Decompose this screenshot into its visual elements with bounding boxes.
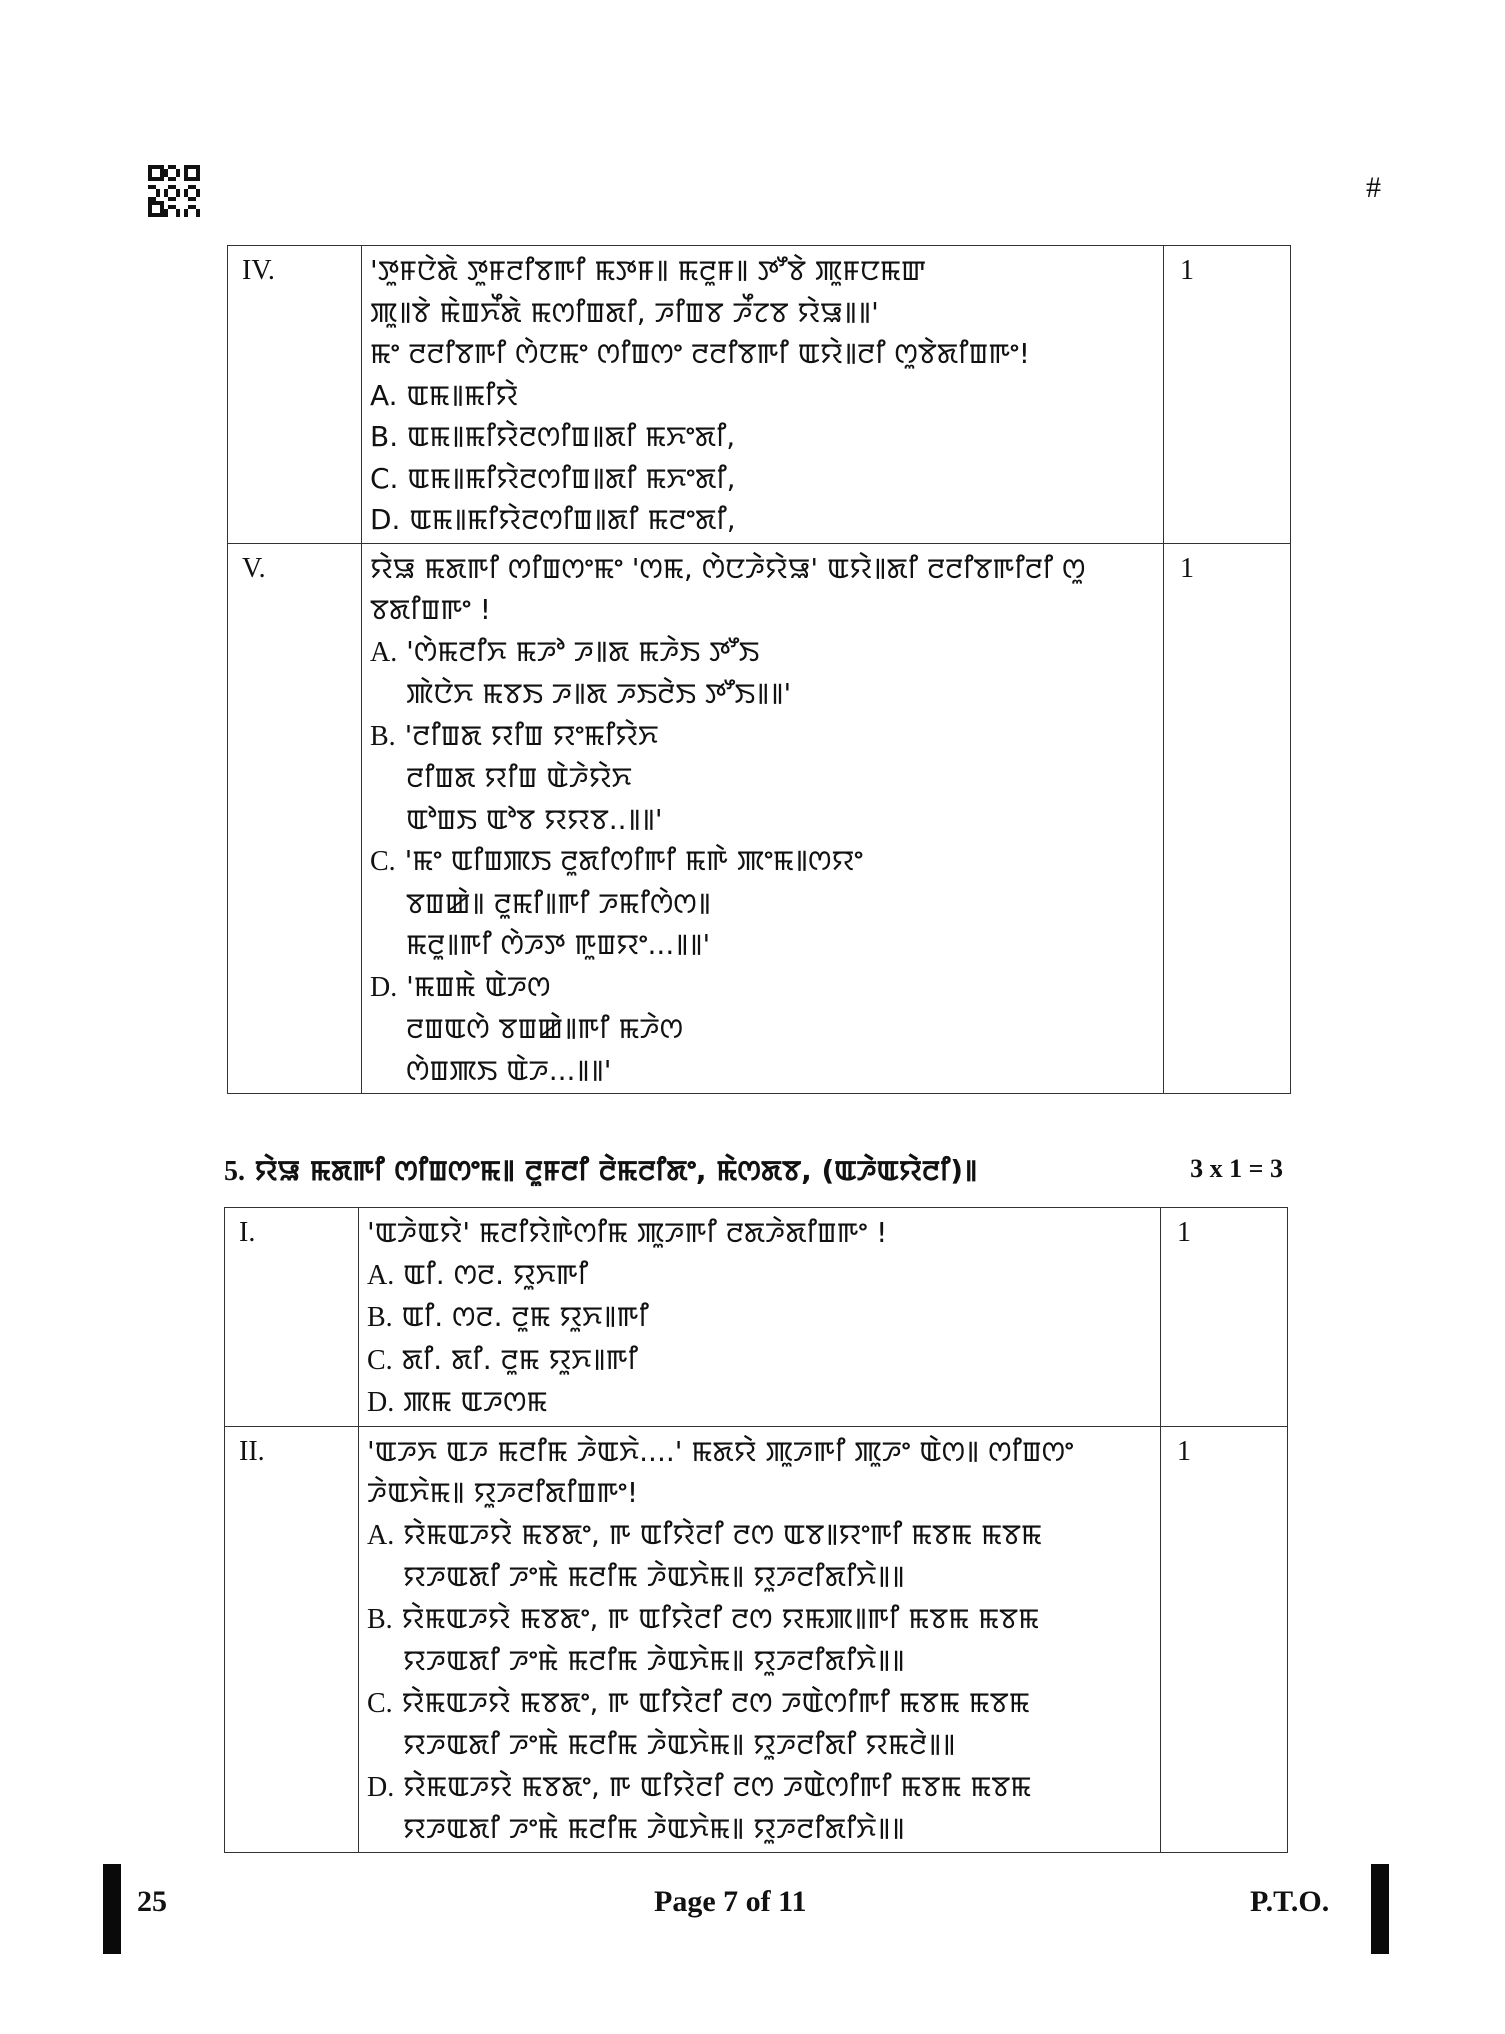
option-line [367,1766,1154,1809]
option-text: ꯑꯤ. ꯁꯂ. ꯂꯨꯃ ꯌꯨꯈ꯫ꯒꯤ [401,1300,649,1333]
option-line [367,1598,1154,1641]
question-body-cell [362,246,1164,544]
question-number-cell [225,1426,359,1852]
question-text-line: 'ꯇꯨꯝꯅꯥꯗꯥ ꯇꯨꯝꯂꯤꯕꯒꯤ ꯃꯇꯝ꯫ ꯃꯂꯨꯝ꯫ ꯇꯧꯕꯥ ꯄꯨꯝꯅꯃꯛ [370,254,926,287]
footer-left-bar [103,1864,121,1954]
footer-right-bar [1371,1864,1389,1954]
section-number: 5. [224,1155,245,1187]
option-label: B. [367,1603,393,1635]
footer-pto: P.T.O. [1250,1885,1330,1918]
option-text: ꯑꯣꯡꯏ ꯑꯣꯕ ꯌꯌꯕ..꯫꯫' [406,802,663,836]
marks-cell [1164,543,1291,1094]
option-text: 'ꯃꯦ ꯑꯤꯡꯄꯏ ꯂꯨꯗꯤꯁꯤꯒꯤ ꯃꯒꯥ ꯄꯦꯃ꯫ꯁꯌꯦ [404,844,863,877]
question-body-cell [359,1208,1161,1427]
option-label: D. [367,1387,395,1418]
footer-paper-code: 25 [137,1885,167,1918]
option-label: C. [367,1344,393,1376]
question-number: II. [239,1435,265,1467]
section-instruction-text: ꯌꯥꯎ ꯃꯗꯒꯤ ꯁꯤꯡꯁꯦꯃ꯫ ꯂꯨꯝꯂꯤ ꯂꯥꯃꯂꯤꯗꯦ, ꯃꯥꯁꯗꯕ, (ꯑꯍꯥꯑꯌꯥꯂꯤ)꯫ [254,1153,978,1187]
option-label: C. [367,1687,393,1719]
option-continuation-line [370,1008,1157,1050]
option-text: ꯂꯤꯡꯗ ꯌꯤꯡ ꯑꯥꯍꯥꯌꯥꯈ [406,761,632,794]
option-text: ꯄꯥꯅꯥꯈ ꯃꯕꯏ ꯍ꯫ꯗ ꯍꯏꯂꯥꯏ ꯇꯧꯏ꯫꯫' [406,677,792,710]
option-line [367,1381,1154,1424]
question-row [225,1208,1288,1427]
question-number-cell [228,543,362,1094]
option-text: ꯌꯍꯑꯗꯤ ꯍꯦꯃꯥ ꯃꯂꯤꯃ ꯍꯥꯑꯈꯥꯃ꯫ ꯌꯨꯍꯂꯤꯗꯤꯈꯥ꯫꯫ [403,1644,905,1677]
option-text: 'ꯃꯡꯃꯥ ꯑꯥꯍꯁ [406,969,551,1003]
option-line [370,840,1157,883]
question-row [228,543,1291,1094]
option-continuation-line [370,1050,1157,1092]
question-number: IV. [242,255,275,286]
option-text: ꯑꯤ. ꯁꯂ. ꯌꯨꯈꯒꯤ [403,1257,589,1291]
option-line [370,631,1157,674]
question-text-line: C. ꯑꯃ꯫ꯃꯤꯌꯥꯂꯁꯤꯡ꯫ꯗꯤ ꯃꯈꯦꯗꯤ, [370,461,736,495]
question-body [362,544,1163,1094]
option-text: ꯌꯍꯑꯗꯤ ꯍꯦꯃꯥ ꯃꯂꯤꯃ ꯍꯥꯑꯈꯥꯃ꯫ ꯌꯨꯍꯂꯤꯗꯤꯈꯥ꯫꯫ [403,1560,905,1593]
option-label: D. [367,1771,395,1803]
option-label: A. [370,636,398,668]
question-text-line: ꯌꯥꯎ ꯃꯗꯒꯤ ꯁꯤꯡꯁꯦꯃꯦ 'ꯁꯃ, ꯁꯥꯅꯍꯥꯌꯥꯎ' ꯑꯌꯥ꯫ꯗꯤ ꯂꯂꯤꯕꯒꯤꯂꯤ ꯁꯨ [370,551,1086,585]
footer-page-number: Page 7 of 11 [654,1885,807,1918]
question-text-line: D. ꯑꯃ꯫ꯃꯤꯌꯥꯂꯁꯤꯡ꯫ꯗꯤ ꯃꯂꯦꯗꯤ, [370,503,736,536]
question-marks: 1 [1180,552,1194,584]
option-label: C. [370,846,396,877]
question-number: V. [242,552,266,584]
option-line [367,1682,1154,1725]
question-text-line: ꯄꯨ꯫ꯕꯥ ꯃꯥꯡꯈꯩꯗꯥ ꯃꯁꯤꯡꯗꯤ, ꯍꯤꯡꯕ ꯍꯩꯖꯕ ꯌꯥꯎ꯫꯫' [370,295,879,329]
option-continuation-line [370,673,1157,715]
question-text-line: ꯃꯦ ꯂꯂꯤꯕꯒꯤ ꯁꯥꯅꯃꯦ ꯁꯤꯡꯁꯦ ꯂꯂꯤꯕꯒꯤ ꯑꯌꯥ꯫ꯂꯤ ꯁꯨꯕꯥꯗꯤꯡꯒꯦ! [370,337,1030,370]
option-line [367,1254,1154,1297]
option-continuation-line [370,757,1157,799]
question-marks: 1 [1177,1435,1191,1467]
option-line [370,966,1157,1009]
marks-cell [1161,1208,1288,1427]
option-line [367,1339,1154,1382]
option-text: ꯃꯂꯨ꯫ꯒꯤ ꯁꯥꯍꯇ ꯒꯨꯡꯌꯦ...꯫꯫' [406,928,711,961]
option-label: D. [370,971,398,1003]
question-number-cell [225,1208,359,1427]
option-continuation-line [370,799,1157,841]
question-row [225,1426,1288,1852]
set-marker: # [1366,171,1381,204]
option-text: ꯁꯥꯡꯄꯏ ꯑꯥꯍ...꯫꯫' [406,1053,612,1087]
question-body [359,1427,1160,1852]
question-text-line: 'ꯑꯍꯈ ꯑꯍ ꯃꯂꯤꯃ ꯍꯥꯑꯈꯥ....' ꯃꯗꯌꯥ ꯄꯨꯍꯒꯤ ꯄꯨꯍꯦ ꯑꯥꯁ꯫ ꯁꯤꯡꯁꯦ [367,1434,1074,1468]
option-line [370,715,1157,758]
option-text: ꯗꯤ. ꯗꯤ. ꯂꯨꯃ ꯌꯨꯈ꯫ꯒꯤ [401,1342,638,1376]
question-marks: 1 [1177,1217,1191,1248]
question-text-line: A. ꯑꯃ꯫ꯃꯤꯌꯥ [370,378,519,412]
option-text: 'ꯁꯥꯃꯂꯤꯈ ꯃꯍꯣ ꯍ꯫ꯗ ꯃꯍꯥꯏ ꯇꯧꯏ [406,634,760,668]
option-line [367,1514,1154,1557]
question-number: I. [239,1217,256,1248]
marks-cell [1161,1426,1288,1852]
option-label: B. [367,1302,393,1333]
question-text-line: B. ꯑꯃ꯫ꯃꯤꯌꯥꯂꯁꯤꯡ꯫ꯗꯤ ꯃꯈꯦꯗꯤ, [370,420,736,453]
option-text: ꯌꯥꯃꯑꯍꯌꯥ ꯃꯕꯗꯦ, ꯒ ꯑꯤꯌꯥꯂꯤ ꯂꯁ ꯑꯕ꯫ꯌꯦꯒꯤ ꯃꯕꯃ ꯃꯕꯃ [403,1517,1042,1551]
option-continuation-line [367,1640,1154,1682]
option-text: 'ꯂꯤꯡꯗ ꯌꯤꯡ ꯌꯦꯃꯤꯌꯥꯈ [404,718,659,752]
section-5-header [224,1148,1287,1190]
option-text: ꯌꯍꯑꯗꯤ ꯍꯦꯃꯥ ꯃꯂꯤꯃ ꯍꯥꯑꯈꯥꯃ꯫ ꯌꯨꯍꯂꯤꯗꯤ ꯌꯃꯂꯥ꯫꯫ [403,1728,956,1761]
option-continuation-line [367,1808,1154,1850]
option-text: ꯌꯥꯃꯑꯍꯌꯥ ꯃꯕꯗꯦ, ꯒ ꯑꯤꯌꯥꯂꯤ ꯂꯁ ꯍꯑꯥꯁꯤꯒꯤ ꯃꯕꯃ ꯃꯕꯃ [403,1769,1032,1803]
question-text-line: ꯕꯗꯤꯡꯒꯦ ! [370,593,492,626]
question-body-cell [359,1426,1161,1852]
question-number-cell [228,246,362,544]
option-text: ꯌꯥꯃꯑꯍꯌꯥ ꯃꯕꯗꯦ, ꯒ ꯑꯤꯌꯥꯂꯤ ꯂꯁ ꯍꯑꯥꯁꯤꯒꯤ ꯃꯕꯃ ꯃꯕꯃ [401,1685,1030,1719]
option-text: ꯄꯃ ꯑꯍꯁꯃ [403,1385,548,1418]
section-marks: 3 x 1 = 3 [1190,1154,1283,1183]
option-line [367,1296,1154,1339]
marks-cell [1164,246,1291,544]
option-label: B. [370,720,396,752]
option-continuation-line [367,1556,1154,1598]
question-body [362,246,1163,543]
section-5-instruction [224,1150,977,1189]
option-text: ꯕꯡꯀꯥ꯫ ꯂꯨꯃꯤ꯫ꯒꯤ ꯍꯃꯤꯁꯥꯁ꯫ [406,886,711,920]
option-continuation-line [370,924,1157,966]
option-text: ꯌꯍꯑꯗꯤ ꯍꯦꯃꯥ ꯃꯂꯤꯃ ꯍꯥꯑꯈꯥꯃ꯫ ꯌꯨꯍꯂꯤꯗꯤꯈꯥ꯫꯫ [403,1812,905,1845]
question-body-cell [362,543,1164,1094]
option-continuation-line [367,1724,1154,1766]
question-table-5 [224,1207,1288,1853]
option-label: A. [367,1259,395,1291]
option-label: A. [367,1519,395,1551]
question-marks: 1 [1180,255,1194,286]
question-text-line: 'ꯑꯍꯥꯑꯌꯥ' ꯃꯂꯤꯌꯥꯒꯥꯁꯤꯃ ꯄꯨꯍꯒꯤ ꯂꯗꯍꯥꯗꯤꯡꯒꯦ ! [367,1216,888,1249]
question-text-line: ꯍꯥꯑꯈꯥꯃ꯫ ꯌꯨꯍꯂꯤꯗꯤꯡꯒꯦ! [367,1476,639,1509]
question-body [359,1208,1160,1426]
question-table-4 [227,245,1291,1094]
option-continuation-line [370,883,1157,925]
option-text: ꯂꯡꯑꯁꯥ ꯕꯡꯀꯥ꯫ꯒꯤ ꯃꯍꯥꯁ [406,1012,684,1045]
question-row [228,246,1291,544]
qr-code [148,165,200,217]
option-text: ꯌꯥꯃꯑꯍꯌꯥ ꯃꯕꯗꯦ, ꯒ ꯑꯤꯌꯥꯂꯤ ꯂꯁ ꯌꯃꯄ꯫ꯒꯤ ꯃꯕꯃ ꯃꯕꯃ [401,1601,1040,1635]
